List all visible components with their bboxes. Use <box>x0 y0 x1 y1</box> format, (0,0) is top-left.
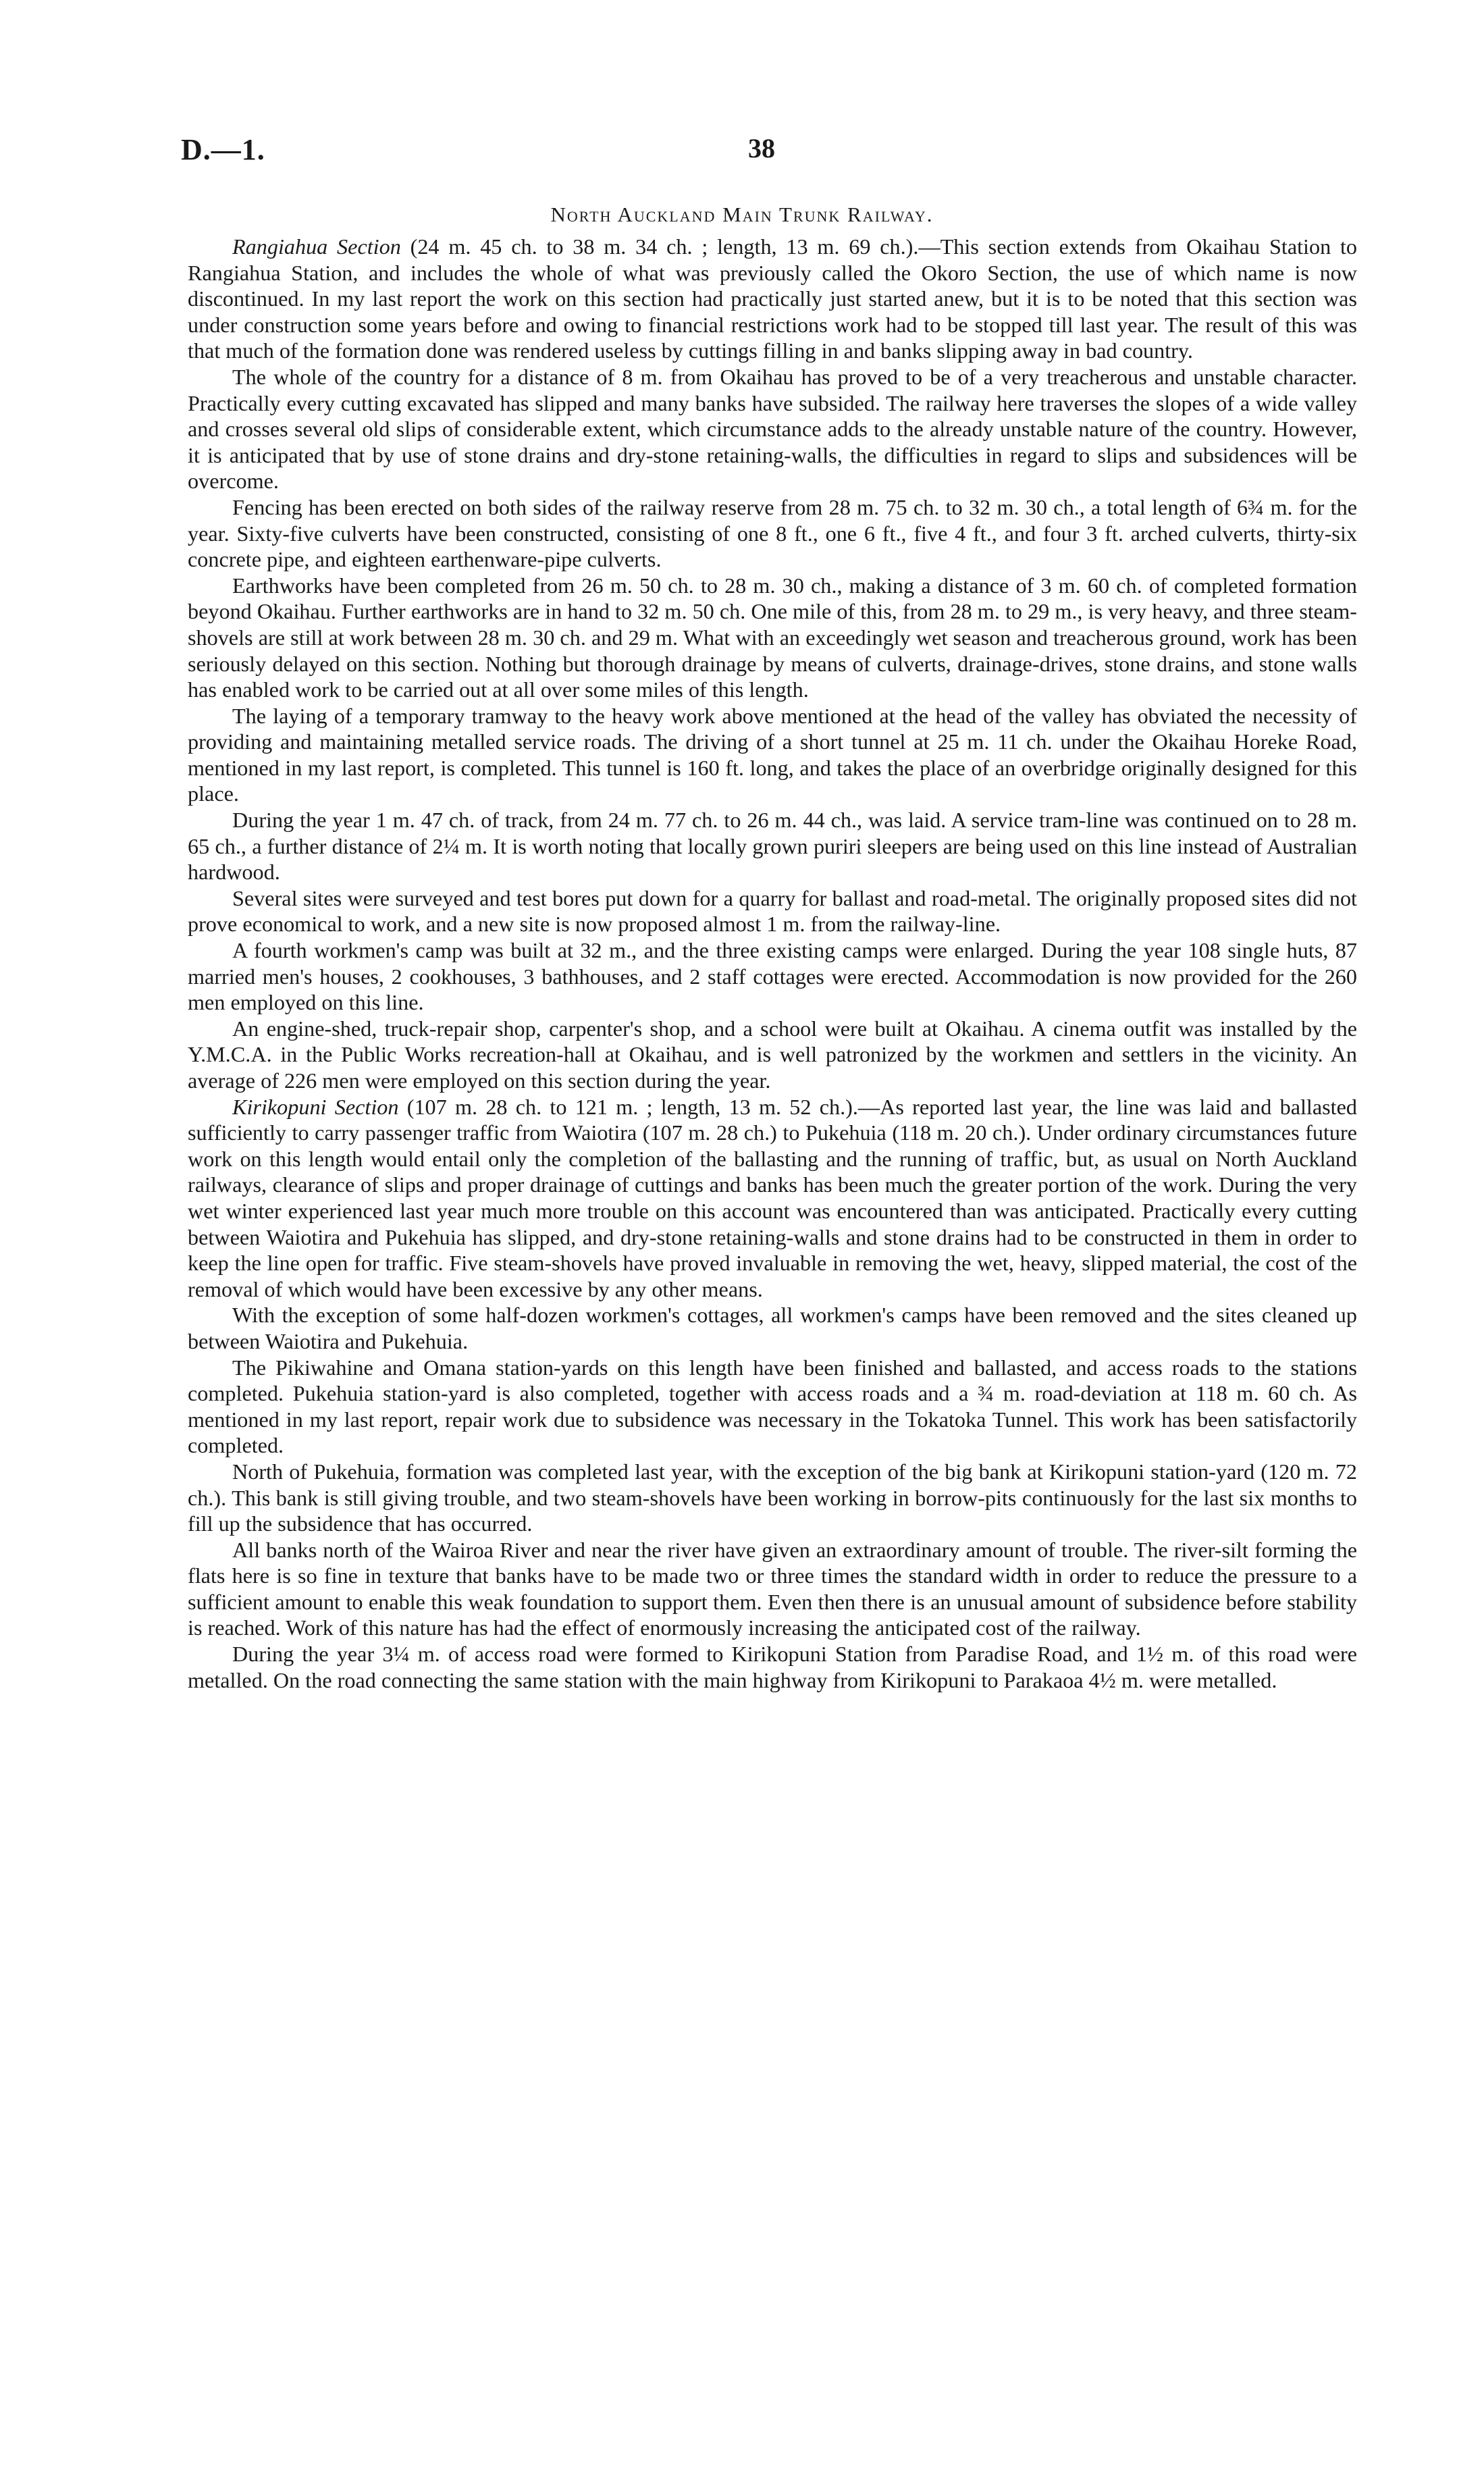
document-reference: D.—1. <box>181 133 265 166</box>
page-number: 38 <box>748 133 775 163</box>
paragraph-text: (107 m. 28 ch. to 121 m. ; length, 13 m. 52 ch.).—As reported last year, the line was laid and ballasted sufficiently to carry passenger traffic from Waiotira (107 m. 28 ch.) to Pukehuia (118 m. 20 ch.). Under ordinary circumstances future work on this length would entail only the completion of the ballasting and the running of traffic, but, as usual on North Auckland railways, clearance of slips and proper drainage of cuttings and banks has been much the greater portion of the work. During the very wet winter experienced last year much more trouble on this account was encountered than was anticipated. Practically every cutting between Waiotira and Pukehuia has slipped, and dry-stone retaining-walls and stone drains had to be constructed in them in order to keep the line open for traffic. Five steam-shovels have proved invaluable in removing the wet, heavy, slipped material, the cost of the removal of which would have been excessive by any other means. <box>188 1094 1357 1301</box>
section-heading: North Auckland Main Trunk Railway. <box>550 203 934 226</box>
paragraph <box>188 937 1357 1016</box>
section-title: Rangiahua Section <box>232 234 401 259</box>
paragraph <box>188 234 1357 364</box>
paragraph-text: Several sites were surveyed and test bores put down for a quarry for ballast and road-metal. The originally proposed sites did not prove economical to work, and a new site is now proposed almost 1 m. from the railway-line. <box>188 885 1357 937</box>
paragraph <box>188 1641 1357 1693</box>
paragraph-text: All banks north of the Wairoa River and near the river have given an extraordinary amount of trouble. The river-silt forming the flats here is so fine in texture that banks have to be made two or three times the standard width in order to reduce the pressure to a sufficient amount to enable this weak foundation to support them. Even then there is an unusual amount of subsidence before stability is reached. Work of this nature has had the effect of enormously increasing the anticipated cost of the railway. <box>188 1537 1357 1640</box>
body-text <box>188 234 1357 1693</box>
paragraph-text: With the exception of some half-dozen workmen's cottages, all workmen's camps have been removed and the sites cleaned up between Waiotira and Pukehuia. <box>188 1303 1357 1353</box>
paragraph-text: During the year 3¼ m. of access road were formed to Kirikopuni Station from Paradise Road, and 1½ m. of this road were metalled. On the road connecting the same station with the main highway from Kirikopuni to Parakaoa 4½ m. were metalled. <box>188 1642 1357 1692</box>
paragraph-text: The whole of the country for a distance of 8 m. from Okaihau has proved to be of a very treacherous and unstable character. Practically every cutting excavated has slipped and many banks have subsided. The railway here traverses the slopes of a wide valley and crosses several old slips of considerable extent, which circumstance adds to the already unstable nature of the country. However, it is anticipated that by use of stone drains and dry-stone retaining-walls, the difficulties in regard to slips and subsidences will be overcome. <box>188 364 1357 494</box>
paragraph <box>188 494 1357 573</box>
paragraph <box>188 1302 1357 1354</box>
paragraph-text: Fencing has been erected on both sides of the railway reserve from 28 m. 75 ch. to 32 m. 30 ch., a total length of 6¾ m. for the year. Sixty-five culverts have been constructed, consisting of one 8 ft., one 6 ft., five 4 ft., and four 3 ft. arched culverts, thirty-six concrete pipe, and eighteen earthenware-pipe culverts. <box>188 494 1357 572</box>
paragraph <box>188 1016 1357 1094</box>
paragraph-text: An engine-shed, truck-repair shop, carpenter's shop, and a school were built at Okaihau. A cinema outfit was installed by the Y.M.C.A. in the Public Works recreation-hall at Okaihau, and is well patronized by the workmen and settlers in the vicinity. An average of 226 men were employed on this section during the year. <box>188 1016 1357 1093</box>
paragraph-text: North of Pukehuia, formation was completed last year, with the exception of the big bank at Kirikopuni station-yard (120 m. 72 ch.). This bank is still giving trouble, and two steam-shovels have been working in borrow-pits continuously for the last six months to fill up the subsidence that has occurred. <box>188 1459 1357 1536</box>
paragraph <box>188 703 1357 807</box>
paragraph-text: During the year 1 m. 47 ch. of track, from 24 m. 77 ch. to 26 m. 44 ch., was laid. A service tram-line was continued on to 28 m. 65 ch., a further distance of 2¼ m. It is worth noting that locally grown puriri sleepers are being used on this line instead of Australian hardwood. <box>188 808 1357 885</box>
paragraph <box>188 1459 1357 1537</box>
paragraph <box>188 1537 1357 1641</box>
paragraph <box>188 885 1357 937</box>
paragraph <box>188 1355 1357 1459</box>
section-title: Kirikopuni Section <box>232 1094 399 1119</box>
paragraph-text: The laying of a temporary tramway to the heavy work above mentioned at the head of the valley has obviated the necessity of providing and maintaining metalled service roads. The driving of a short tunnel at 25 m. 11 ch. under the Okaihau Horeke Road, mentioned in my last report, is completed. This tunnel is 160 ft. long, and takes the place of an overbridge originally designed for this place. <box>188 703 1357 806</box>
paragraph-text: A fourth workmen's camp was built at 32 m., and the three existing camps were enlarged. During the year 108 single huts, 87 married men's houses, 2 cookhouses, 3 bathhouses, and 2 staff cottages were erected. Accommodation is now provided for the 260 men employed on this line. <box>188 938 1357 1015</box>
paragraph-text: The Pikiwahine and Omana station-yards on this length have been finished and ballasted, and access roads to the stations completed. Pukehuia station-yard is also completed, together with access roads and a ¾ m. road-deviation at 118 m. 60 ch. As mentioned in my last report, repair work due to subsidence was necessary in the Tokatoka Tunnel. This work has been satisfactorily completed. <box>188 1355 1357 1458</box>
paragraph-text: Earthworks have been completed from 26 m. 50 ch. to 28 m. 30 ch., making a distance of 3 m. 60 ch. of completed formation beyond Okaihau. Further earthworks are in hand to 32 m. 50 ch. One mile of this, from 28 m. to 29 m., is very heavy, and three steam-shovels are still at work between 28 m. 30 ch. and 29 m. What with an exceedingly wet season and treacherous ground, work has been seriously delayed on this section. Nothing but thorough drainage by means of culverts, drainage-drives, stone drains, and stone walls has enabled work to be carried out at all over some miles of this length. <box>188 573 1357 702</box>
paragraph <box>188 364 1357 494</box>
paragraph <box>188 807 1357 885</box>
paragraph-text: (24 m. 45 ch. to 38 m. 34 ch. ; length, 13 m. 69 ch.).—This section extends from Okaihau Station to Rangiahua Station, and includes the whole of what was previously called the Okoro Section, the use of which name is now discontinued. In my last report the work on this section had practically just started anew, but it is to be noted that this section was under construction some years before and owing to financial restrictions work had to be stopped till last year. The result of this was that much of the formation done was rendered useless by cuttings filling in and banks slipping away in bad country. <box>188 234 1358 363</box>
paragraph <box>188 1094 1357 1303</box>
paragraph <box>188 573 1357 703</box>
